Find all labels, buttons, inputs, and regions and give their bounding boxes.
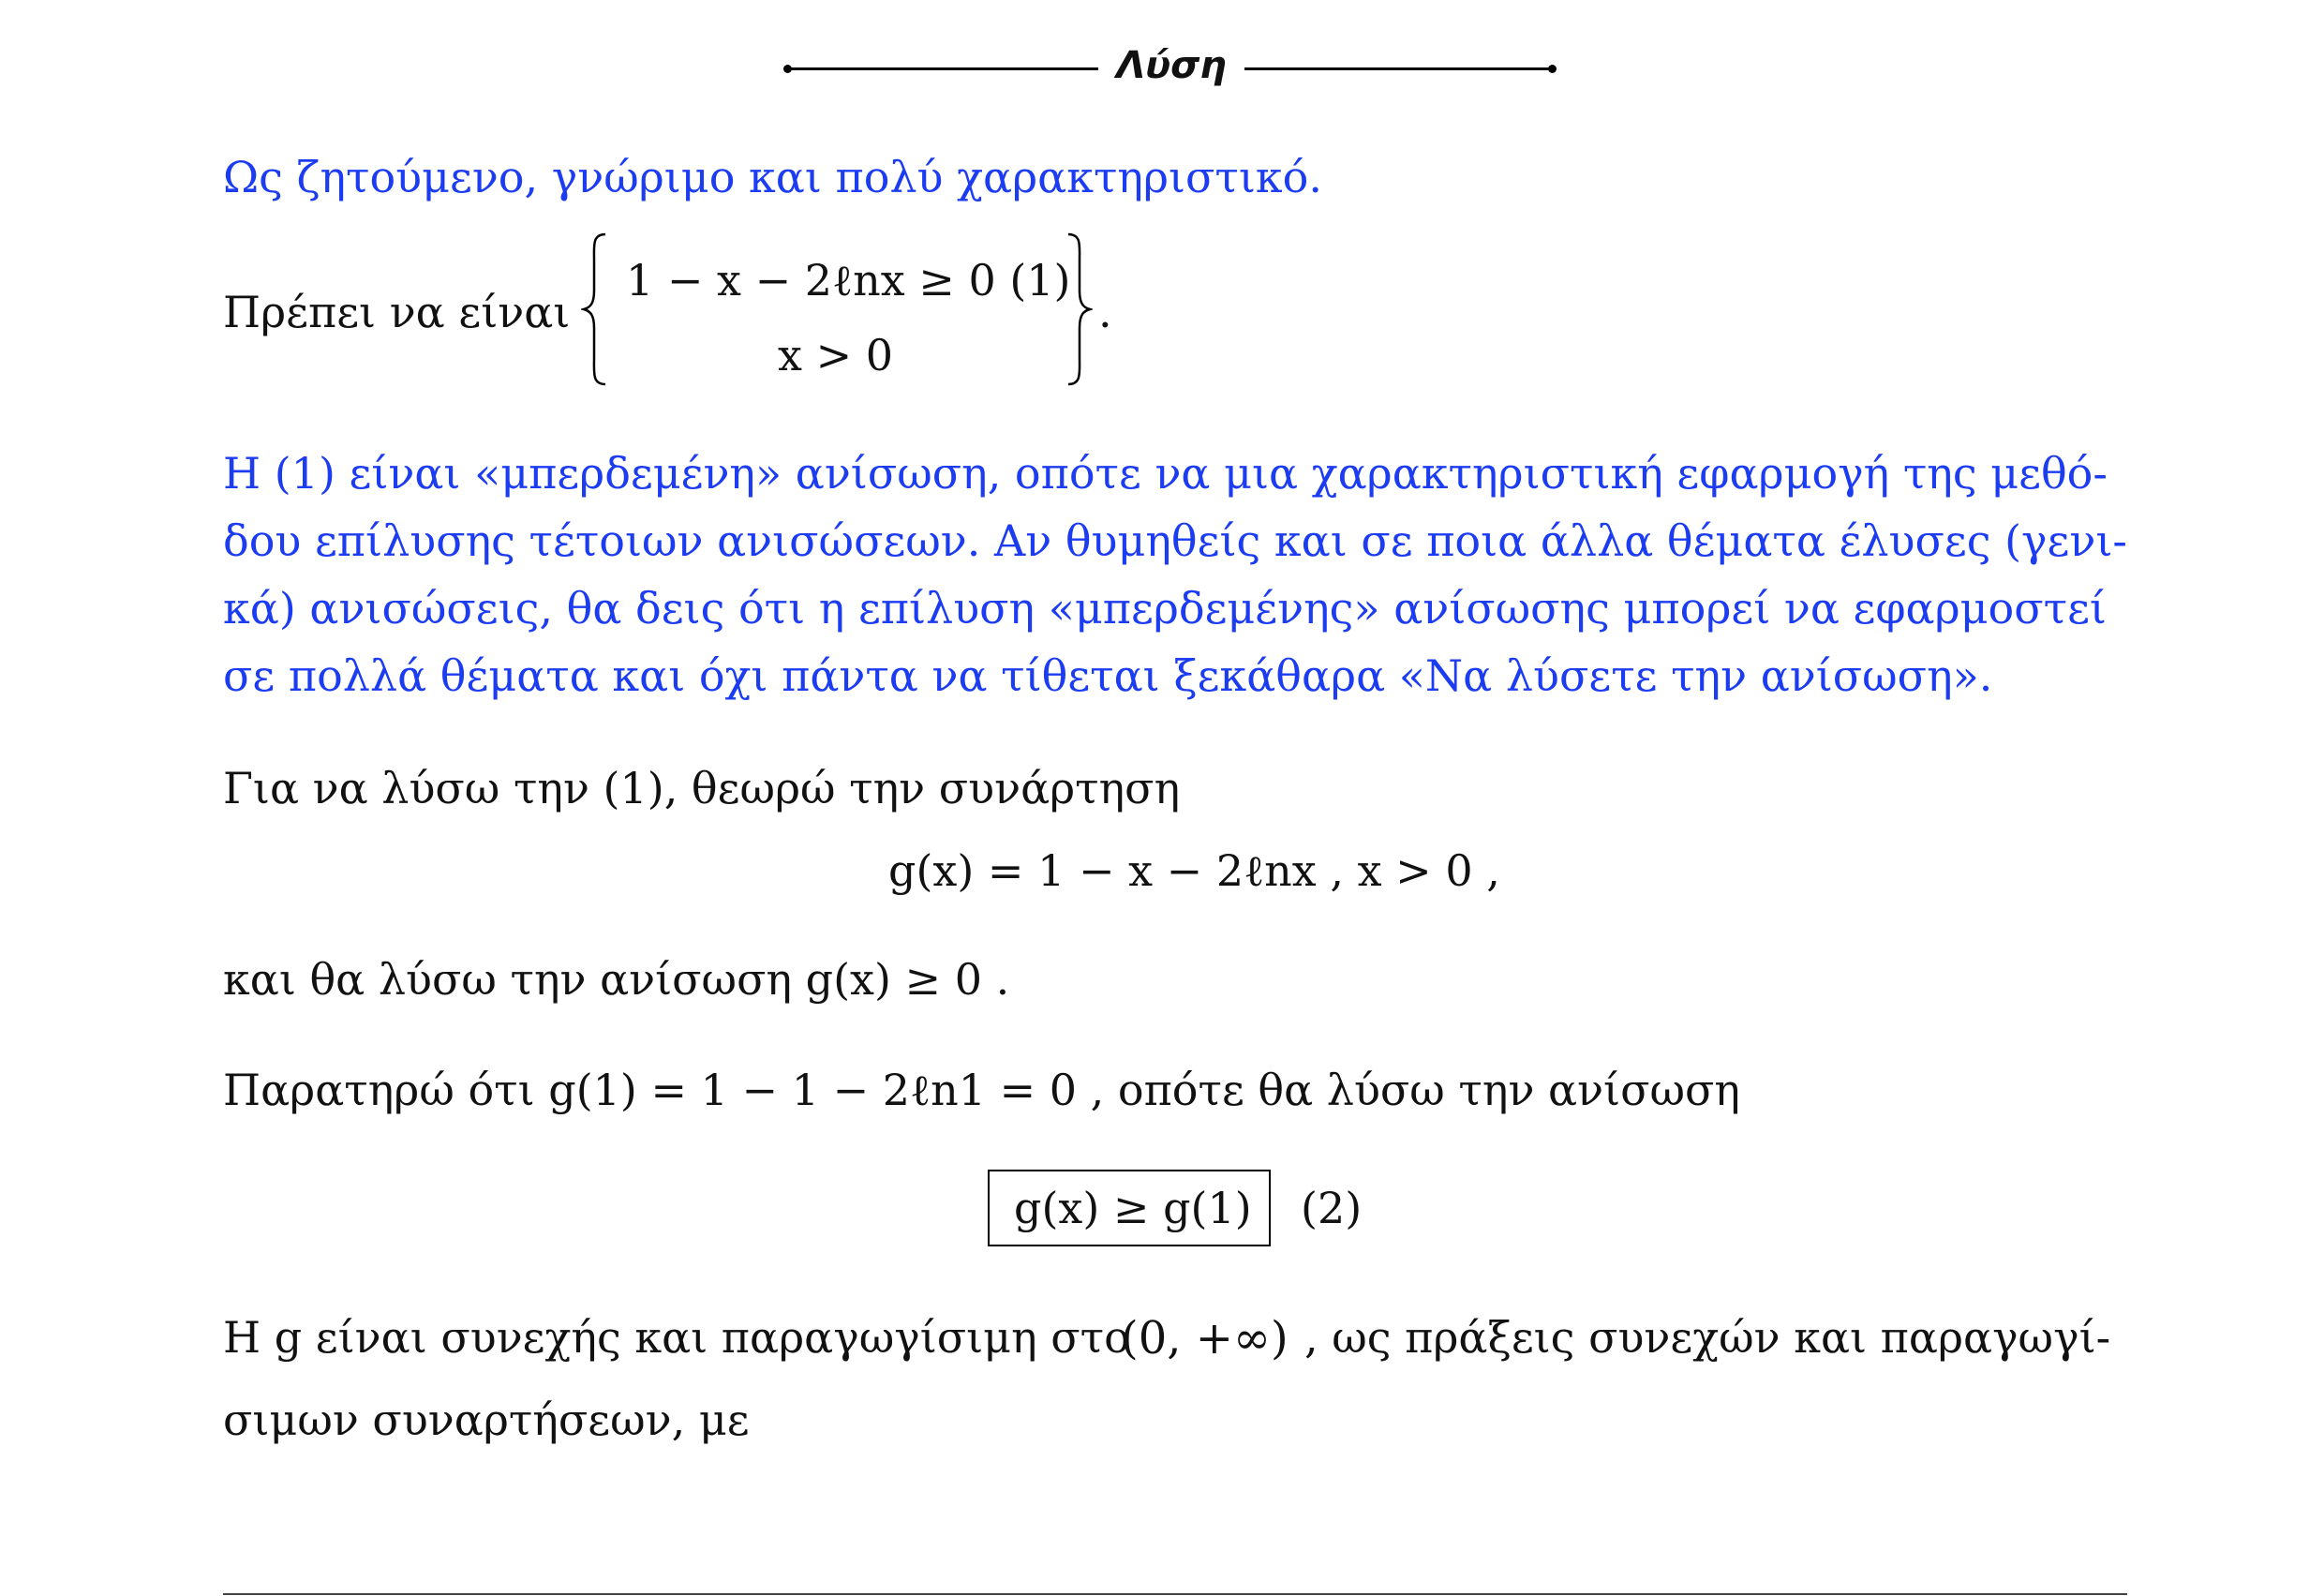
section-title: Λύση (1116, 44, 1227, 87)
bottom-rule (223, 1593, 2127, 1595)
observation: Παρατηρώ ότι g(1) = 1 − 1 − 2ℓn1 = 0 , οπότε θα λύσω την ανίσωση (223, 1065, 1740, 1115)
note-line-3: κά) ανισώσεις, θα δεις ότι η επίλυση «μπερδεμένης» ανίσωσης μπορεί να εφαρμοστεί (223, 583, 2107, 634)
g-definition: g(x) = 1 − x − 2ℓnx , x > 0 , (888, 845, 1500, 896)
header-dot-right (1548, 65, 1557, 73)
right-brace (1065, 232, 1093, 386)
condition-line-1: 1 − x − 2ℓnx ≥ 0 (1) (626, 255, 1071, 306)
condition-period: . (1098, 287, 1112, 337)
header-rule-right (1244, 67, 1552, 70)
left-brace (581, 232, 609, 386)
solve-inequality: και θα λύσω την ανίσωση g(x) ≥ 0 . (223, 954, 1010, 1005)
condition-prefix: Πρέπει να είναι (223, 287, 571, 337)
note-line-1: Η (1) είναι «μπερδεμένη» ανίσωση, οπότε να μια χαρακτηριστική εφαρμογή της μεθό- (223, 448, 2108, 499)
equation-label: (2) (1301, 1183, 1363, 1233)
note-line-2: δου επίλυσης τέτοιων ανισώσεων. Αν θυμηθείς και σε ποια άλλα θέματα έλυσες (γενι- (223, 515, 2127, 566)
boxed-expression: g(x) ≥ g(1) (1014, 1183, 1252, 1233)
header-rule-left (787, 67, 1098, 70)
intro-note: Ως ζητούμενο, γνώριμο και πολύ χαρακτηριστικό. (223, 152, 1322, 202)
continuity-line-2: σιμων συναρτήσεων, με (223, 1395, 750, 1445)
condition-line-2: x > 0 (778, 330, 893, 380)
interval: (0, +∞) (1121, 1312, 1289, 1365)
solve-intro: Για να λύσω την (1), θεωρώ την συνάρτηση (223, 763, 1181, 813)
continuity-after: , ως πράξεις συνεχών και παραγωγί- (1304, 1312, 2111, 1363)
note-line-4: σε πολλά θέματα και όχι πάντα να τίθεται ξεκάθαρα «Να λύσετε την ανίσωση». (223, 650, 1993, 701)
continuity-before: Η g είναι συνεχής και παραγωγίσιμη στο (223, 1312, 1130, 1363)
